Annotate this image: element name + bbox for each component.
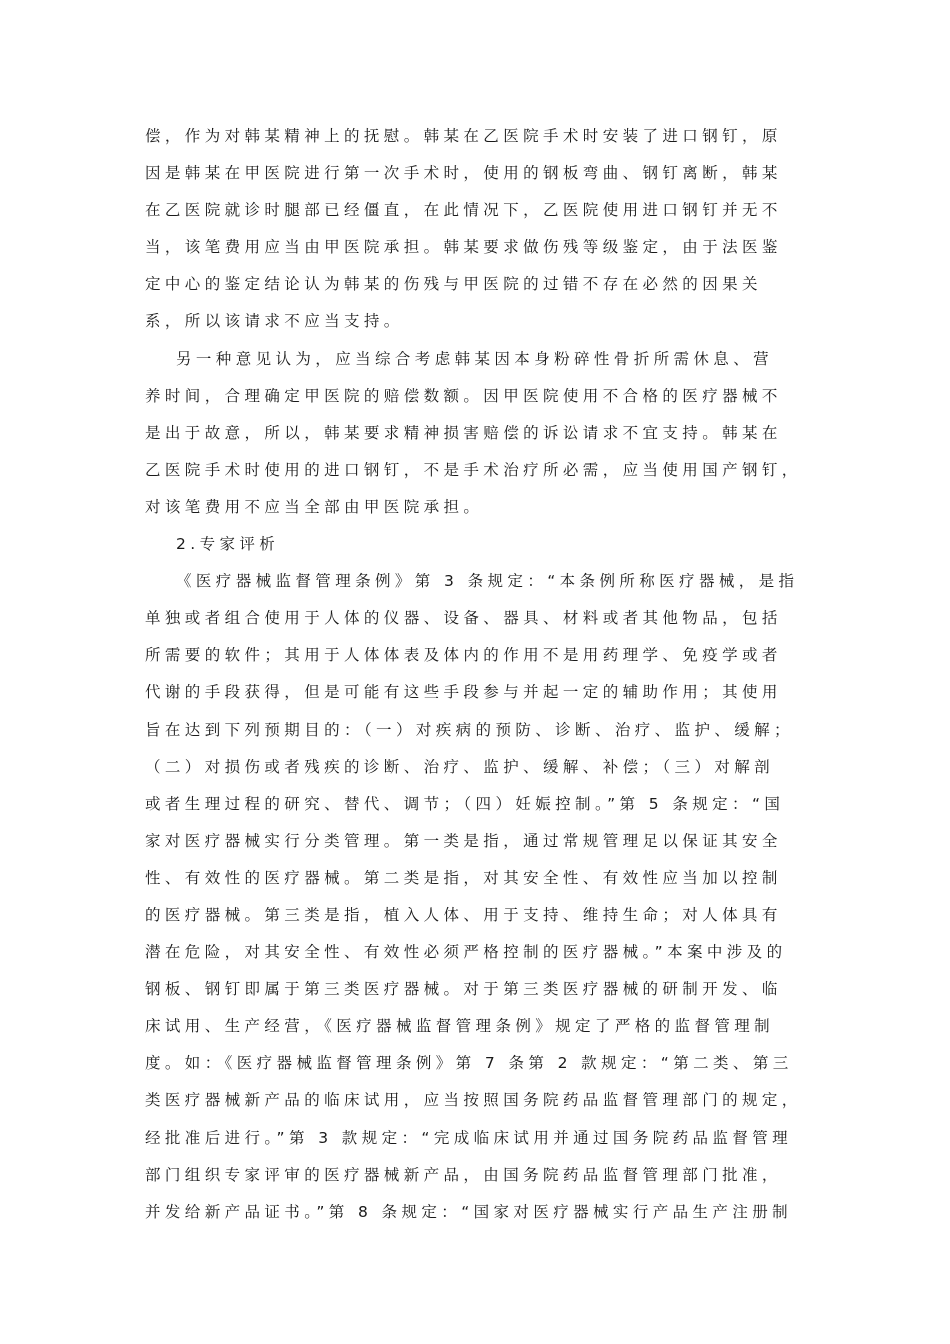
text-line: （二）对损伤或者残疾的诊断、治疗、监护、缓解、补偿；（三）对解剖 [145,757,775,776]
paragraph-start-line: 另一种意见认为，应当综合考虑韩某因本身粉碎性骨折所需休息、营 [176,349,774,368]
text-line: 度。如：《医疗器械监督管理条例》第 7 条第 2 款规定：“第二类、第三 [145,1054,793,1073]
text-line: 是出于故意，所以，韩某要求精神损害赔偿的诉讼请求不宜支持。韩某在 [145,423,782,442]
text-line: 乙医院手术时使用的进口钢钉，不是手术治疗所必需，应当使用国产钢钉， [145,460,802,479]
text-line: 或者生理过程的研究、替代、调节；（四）妊娠控制。”第 5 条规定：“国 [145,794,785,813]
text-line: 所需要的软件；其用于人体体表及体内的作用不是用药理学、免疫学或者 [145,646,782,665]
text-line: 对该笔费用不应当全部由甲医院承担。 [145,497,484,516]
text-line: 钢板、钢钉即属于第三类医疗器械。对于第三类医疗器械的研制开发、临 [145,980,782,999]
text-line: 养时间，合理确定甲医院的赔偿数额。因甲医院使用不合格的医疗器械不 [145,386,782,405]
text-line: 性、有效性的医疗器械。第二类是指，对其安全性、有效性应当加以控制 [145,868,782,887]
text-line: 潜在危险，对其安全性、有效性必须严格控制的医疗器械。”本案中涉及的 [145,943,787,962]
text-line: 类医疗器械新产品的临床试用，应当按照国务院药品监督管理部门的规定， [145,1091,802,1110]
text-line: 家对医疗器械实行分类管理。第一类是指，通过常规管理足以保证其安全 [145,831,782,850]
text-line: 系，所以该请求不应当支持。 [145,312,404,331]
text-line: 部门组织专家评审的医疗器械新产品，由国务院药品监督管理部门批准， [145,1165,782,1184]
text-line: 单独或者组合使用于人体的仪器、设备、器具、材料或者其他物品，包括 [145,609,782,628]
text-line: 因是韩某在甲医院进行第一次手术时，使用的钢板弯曲、钢钉离断，韩某 [145,164,782,183]
text-line: 经批准后进行。”第 3 款规定：“完成临床试用并通过国务院药品监督管理 [145,1128,793,1147]
body-text [145,118,810,1231]
text-line: 的医疗器械。第三类是指，植入人体、用于支持、维持生命；对人体具有 [145,905,782,924]
text-line: 定中心的鉴定结论认为韩某的伤残与甲医院的过错不存在必然的因果关 [145,275,762,294]
text-line: 代谢的手段获得，但是可能有这些手段参与并起一定的辅助作用；其使用 [145,683,782,702]
paragraph-start-line: 《医疗器械监督管理条例》第 3 条规定：“本条例所称医疗器械，是指 [176,572,799,591]
text-line: 在乙医院就诊时腿部已经僵直，在此情况下，乙医院使用进口钢钉并无不 [145,201,782,220]
text-line: 床试用、生产经营，《医疗器械监督管理条例》规定了严格的监督管理制 [145,1017,775,1036]
text-line: 当，该笔费用应当由甲医院承担。韩某要求做伤残等级鉴定，由于法医鉴 [145,238,782,257]
section-heading: 2.专家评析 [176,535,280,554]
text-line: 偿，作为对韩某精神上的抚慰。韩某在乙医院手术时安装了进口钢钉，原 [145,127,782,145]
text-line: 旨在达到下列预期目的：（一）对疾病的预防、诊断、治疗、监护、缓解； [145,720,794,739]
text-line: 并发给新产品证书。”第 8 条规定：“国家对医疗器械实行产品生产注册制 [145,1202,793,1221]
